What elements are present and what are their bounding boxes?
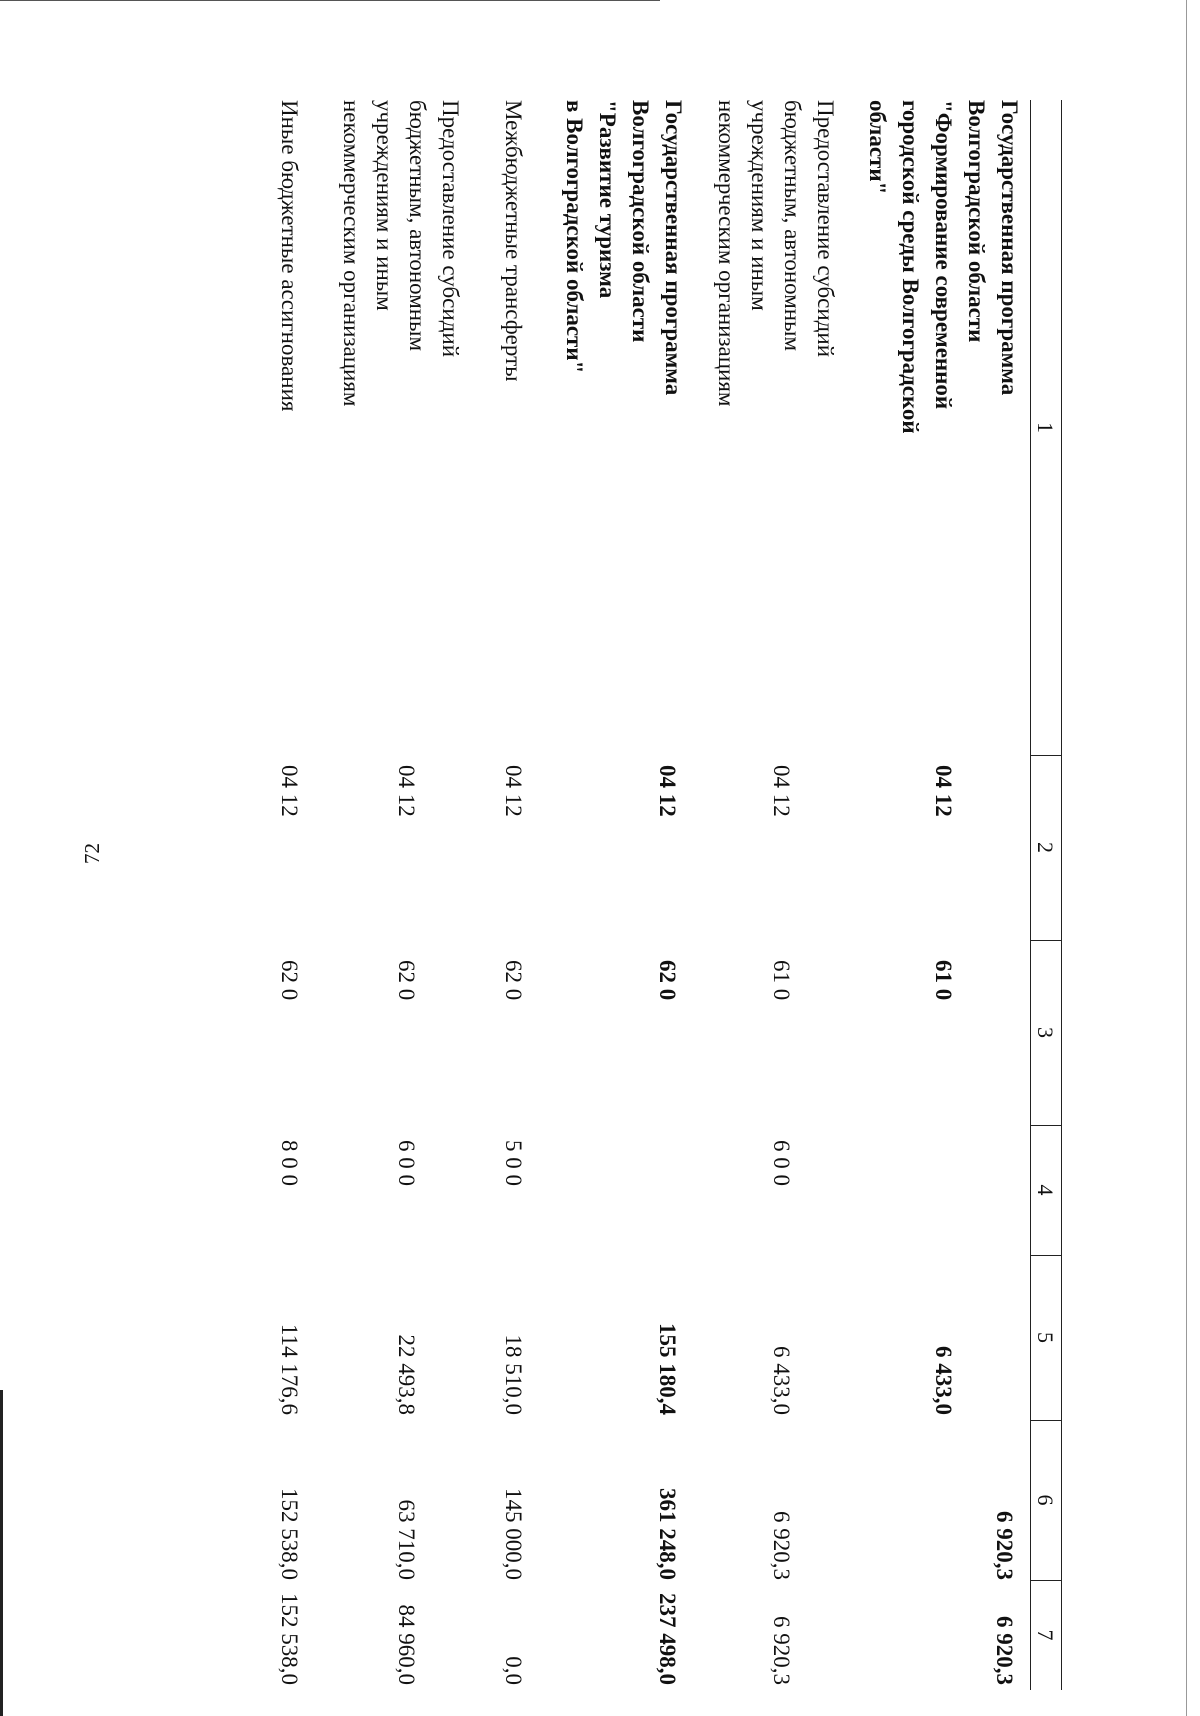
row-name	[861, 100, 1026, 570]
target-code: 61 0	[931, 960, 956, 1001]
page-number	[80, 833, 104, 873]
column-header: 1	[1033, 422, 1059, 433]
row-name-line: Государственная программа	[661, 100, 686, 396]
amount-col6: 6 920,3	[769, 1511, 794, 1580]
row-name-line: области"	[865, 100, 890, 195]
table-row	[266, 100, 306, 1690]
row-name-line: в Волгоградской области"	[562, 100, 587, 374]
amount-col6: 361 248,0	[655, 1488, 680, 1580]
row-name-line: Государственная программа	[997, 100, 1022, 396]
amount-col5: 114 176,6	[277, 1323, 302, 1415]
target-code: 61 0	[769, 960, 794, 1001]
expense-type: 8 0 0	[277, 1140, 302, 1186]
scan-right-edge	[1186, 0, 1187, 1716]
row-name-line: Предоставление субсидий	[813, 100, 838, 357]
expense-type: 5 0 0	[501, 1140, 526, 1186]
row-name-line: "Развитие туризма	[595, 100, 620, 299]
row-name-line: учреждениям и иным	[372, 100, 397, 311]
budget-table	[127, 100, 1062, 1690]
page-number-text: 72	[79, 842, 104, 864]
column-header: 3	[1033, 1027, 1059, 1038]
table-row	[856, 100, 1026, 1690]
scan-top-edge	[0, 0, 660, 1]
amount-col5: 18 510,0	[501, 1334, 526, 1415]
row-name-line: учреждениям и иным	[747, 100, 772, 311]
amount-col6: 63 710,0	[394, 1499, 419, 1580]
amount-col5: 155 180,4	[655, 1323, 680, 1415]
section-code: 04 12	[769, 765, 794, 817]
amount-col5: 6 433,0	[931, 1346, 956, 1415]
row-name	[335, 100, 467, 570]
amount-col5: 22 493,8	[394, 1334, 419, 1415]
amount-col7: 152 538,0	[277, 1593, 302, 1685]
column-header: 5	[1033, 1332, 1059, 1343]
row-name	[710, 100, 842, 570]
amount-col6: 152 538,0	[277, 1488, 302, 1580]
amount-col7: 0,0	[501, 1656, 526, 1685]
section-code: 04 12	[931, 765, 956, 817]
row-name	[273, 100, 306, 570]
row-name	[558, 100, 690, 570]
amount-col6: 6 920,3	[992, 1511, 1017, 1580]
table-header-row	[1030, 100, 1062, 1690]
column-header: 7	[1033, 1629, 1059, 1641]
target-code: 62 0	[501, 960, 526, 1001]
target-code: 62 0	[655, 960, 680, 1001]
table-row	[550, 100, 690, 1690]
target-code: 62 0	[277, 960, 302, 1001]
table-row	[327, 100, 467, 1690]
expense-type: 6 0 0	[394, 1140, 419, 1186]
section-code: 04 12	[277, 765, 302, 817]
scan-left-edge	[0, 1390, 3, 1716]
section-code: 04 12	[501, 765, 526, 817]
row-name-line: бюджетным, автономным	[780, 100, 805, 352]
amount-col7: 84 960,0	[394, 1604, 419, 1685]
row-name-line: некоммерческим организациям	[714, 100, 739, 407]
expense-type: 6 0 0	[769, 1140, 794, 1186]
row-name-line: Предоставление субсидий	[438, 100, 463, 357]
table-row	[702, 100, 842, 1690]
column-header: 6	[1033, 1494, 1059, 1506]
row-name-line: некоммерческим организациям	[339, 100, 364, 407]
row-name-line: Волгоградской области	[964, 100, 989, 343]
row-name	[497, 100, 530, 570]
section-code: 04 12	[394, 765, 419, 817]
amount-col6: 145 000,0	[501, 1488, 526, 1580]
row-name-line: Иные бюджетные ассигнования	[277, 100, 302, 412]
row-name-line: "Формирование современной	[931, 100, 956, 410]
row-name-line: бюджетным, автономным	[405, 100, 430, 352]
amount-col7: 237 498,0	[655, 1593, 680, 1685]
amount-col7: 6 920,3	[769, 1616, 794, 1685]
target-code: 62 0	[394, 960, 419, 1001]
section-code: 04 12	[655, 765, 680, 817]
row-name-line: Межбюджетные трансферты	[501, 100, 526, 382]
row-name-line: городской среды Волгоградской	[898, 100, 923, 434]
amount-col5: 6 433,0	[769, 1346, 794, 1415]
table-row	[490, 100, 530, 1690]
column-header: 2	[1033, 842, 1059, 853]
row-name-line: Волгоградской области	[628, 100, 653, 343]
column-header: 4	[1033, 1184, 1059, 1196]
amount-col7: 6 920,3	[992, 1616, 1017, 1685]
